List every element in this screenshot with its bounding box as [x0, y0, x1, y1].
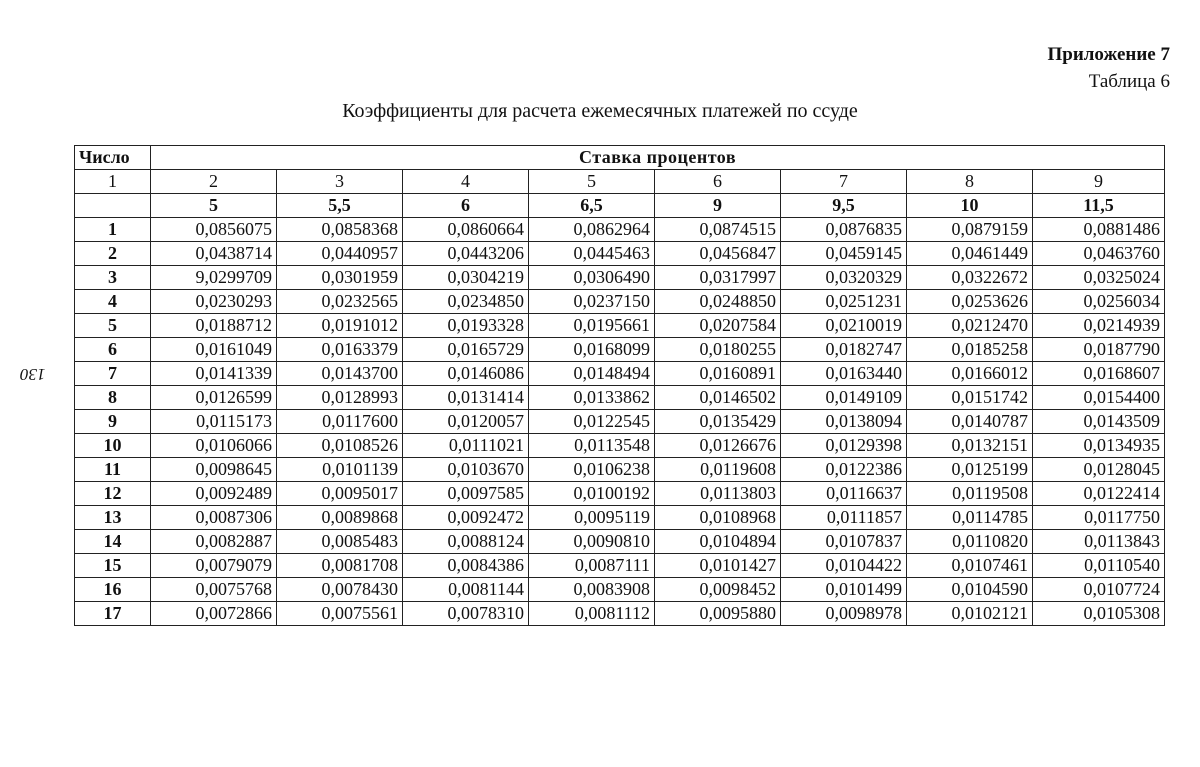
table-row — [75, 410, 1165, 434]
table-row — [75, 434, 1165, 458]
coefficient-cell: 0,0185258 — [907, 338, 1033, 362]
coefficient-cell: 0,0078430 — [277, 578, 403, 602]
coefficient-cell: 0,0089868 — [277, 506, 403, 530]
column-number-cell: 4 — [403, 170, 529, 194]
coefficient-cell: 0,0212470 — [907, 314, 1033, 338]
coefficient-cell: 0,0256034 — [1033, 290, 1165, 314]
coefficient-cell: 0,0111857 — [781, 506, 907, 530]
appendix-label: Приложение 7 — [1047, 44, 1170, 65]
coefficient-cell: 0,0440957 — [277, 242, 403, 266]
coefficient-cell: 0,0098452 — [655, 578, 781, 602]
coefficient-cell: 0,0131414 — [403, 386, 529, 410]
coefficient-cell: 0,0306490 — [529, 266, 655, 290]
period-cell: 13 — [75, 506, 151, 530]
period-cell: 17 — [75, 602, 151, 626]
coefficient-cell: 0,0075561 — [277, 602, 403, 626]
coefficient-cell: 0,0163440 — [781, 362, 907, 386]
coefficient-cell: 0,0143509 — [1033, 410, 1165, 434]
table-row — [75, 266, 1165, 290]
coefficient-cell: 0,0168607 — [1033, 362, 1165, 386]
coefficient-cell: 0,0113843 — [1033, 530, 1165, 554]
rate-cell: 5 — [151, 194, 277, 218]
coefficient-cell: 0,0445463 — [529, 242, 655, 266]
table-number-label: Таблица 6 — [1088, 71, 1170, 92]
coefficient-cell: 0,0095880 — [655, 602, 781, 626]
column-number-cell: 7 — [781, 170, 907, 194]
coefficients-table — [74, 145, 1165, 626]
coefficient-cell: 0,0092472 — [403, 506, 529, 530]
coefficient-cell: 0,0072866 — [151, 602, 277, 626]
coefficient-cell: 0,0106066 — [151, 434, 277, 458]
period-cell: 15 — [75, 554, 151, 578]
coefficient-cell: 0,0081708 — [277, 554, 403, 578]
coefficient-cell: 0,0126676 — [655, 434, 781, 458]
coefficient-cell: 0,0237150 — [529, 290, 655, 314]
coefficient-cell: 0,0128045 — [1033, 458, 1165, 482]
coefficient-cell: 0,0108526 — [277, 434, 403, 458]
column-number-cell: 1 — [75, 170, 151, 194]
table-body — [75, 146, 1165, 626]
coefficient-cell: 0,0151742 — [907, 386, 1033, 410]
coefficient-cell: 0,0122414 — [1033, 482, 1165, 506]
rate-cell: 6 — [403, 194, 529, 218]
header-row — [75, 146, 1165, 170]
coefficient-cell: 0,0138094 — [781, 410, 907, 434]
coefficient-cell: 9,0299709 — [151, 266, 277, 290]
column-number-cell: 5 — [529, 170, 655, 194]
coefficient-cell: 0,0166012 — [907, 362, 1033, 386]
coefficient-cell: 0,0105308 — [1033, 602, 1165, 626]
coefficient-cell: 0,0082887 — [151, 530, 277, 554]
coefficient-cell: 0,0304219 — [403, 266, 529, 290]
coefficient-cell: 0,0079079 — [151, 554, 277, 578]
coefficient-cell: 0,0084386 — [403, 554, 529, 578]
coefficient-cell: 0,0160891 — [655, 362, 781, 386]
coefficient-cell: 0,0143700 — [277, 362, 403, 386]
coefficient-cell: 0,0862964 — [529, 218, 655, 242]
coefficient-cell: 0,0098645 — [151, 458, 277, 482]
coefficient-cell: 0,0104590 — [907, 578, 1033, 602]
coefficient-cell: 0,0140787 — [907, 410, 1033, 434]
coefficient-cell: 0,0107724 — [1033, 578, 1165, 602]
coefficient-cell: 0,0301959 — [277, 266, 403, 290]
table-row — [75, 482, 1165, 506]
rate-cell: 9,5 — [781, 194, 907, 218]
coefficient-cell: 0,0193328 — [403, 314, 529, 338]
coefficient-cell: 0,0146086 — [403, 362, 529, 386]
coefficient-cell: 0,0132151 — [907, 434, 1033, 458]
coefficient-cell: 0,0234850 — [403, 290, 529, 314]
coefficient-cell: 0,0187790 — [1033, 338, 1165, 362]
coefficient-cell: 0,0115173 — [151, 410, 277, 434]
coefficient-cell: 0,0122386 — [781, 458, 907, 482]
table-row — [75, 290, 1165, 314]
coefficient-cell: 0,0097585 — [403, 482, 529, 506]
coefficient-cell: 0,0146502 — [655, 386, 781, 410]
coefficient-cell: 0,0120057 — [403, 410, 529, 434]
coefficient-cell: 0,0149109 — [781, 386, 907, 410]
table-row — [75, 218, 1165, 242]
coefficient-cell: 0,0856075 — [151, 218, 277, 242]
period-cell: 7 — [75, 362, 151, 386]
table-row — [75, 554, 1165, 578]
coefficient-cell: 0,0081144 — [403, 578, 529, 602]
coefficient-cell: 0,0110540 — [1033, 554, 1165, 578]
coefficient-cell: 0,0101499 — [781, 578, 907, 602]
table-row — [75, 242, 1165, 266]
rate-cell: 5,5 — [277, 194, 403, 218]
table-row — [75, 530, 1165, 554]
coefficient-cell: 0,0182747 — [781, 338, 907, 362]
coefficient-cell: 0,0114785 — [907, 506, 1033, 530]
coefficient-cell: 0,0168099 — [529, 338, 655, 362]
column-number-cell: 8 — [907, 170, 1033, 194]
coefficient-cell: 0,0154400 — [1033, 386, 1165, 410]
coefficient-cell: 0,0456847 — [655, 242, 781, 266]
coefficient-cell: 0,0119608 — [655, 458, 781, 482]
coefficient-cell: 0,0443206 — [403, 242, 529, 266]
rate-cell: 10 — [907, 194, 1033, 218]
period-cell: 5 — [75, 314, 151, 338]
coefficient-cell: 0,0107837 — [781, 530, 907, 554]
coefficient-cell: 0,0161049 — [151, 338, 277, 362]
coefficient-cell: 0,0104422 — [781, 554, 907, 578]
coefficient-cell: 0,0188712 — [151, 314, 277, 338]
coefficient-cell: 0,0110820 — [907, 530, 1033, 554]
coefficient-cell: 0,0117750 — [1033, 506, 1165, 530]
period-cell: 9 — [75, 410, 151, 434]
period-cell: 1 — [75, 218, 151, 242]
period-cell: 6 — [75, 338, 151, 362]
coefficient-cell: 0,0125199 — [907, 458, 1033, 482]
coefficient-cell: 0,0881486 — [1033, 218, 1165, 242]
coefficient-cell: 0,0180255 — [655, 338, 781, 362]
coefficient-cell: 0,0103670 — [403, 458, 529, 482]
rate-row-empty-cell — [75, 194, 151, 218]
table-row — [75, 602, 1165, 626]
table-row — [75, 458, 1165, 482]
coefficient-cell: 0,0195661 — [529, 314, 655, 338]
column-number-cell: 6 — [655, 170, 781, 194]
coefficient-cell: 0,0322672 — [907, 266, 1033, 290]
column-number-cell: 2 — [151, 170, 277, 194]
table-row — [75, 506, 1165, 530]
coefficient-cell: 0,0858368 — [277, 218, 403, 242]
coefficient-cell: 0,0163379 — [277, 338, 403, 362]
coefficient-cell: 0,0253626 — [907, 290, 1033, 314]
period-cell: 8 — [75, 386, 151, 410]
period-cell: 2 — [75, 242, 151, 266]
coefficient-cell: 0,0320329 — [781, 266, 907, 290]
rate-cell: 11,5 — [1033, 194, 1165, 218]
coefficient-cell: 0,0090810 — [529, 530, 655, 554]
coefficient-cell: 0,0092489 — [151, 482, 277, 506]
coefficient-cell: 0,0111021 — [403, 434, 529, 458]
rate-cell: 9 — [655, 194, 781, 218]
page-number: 130 — [20, 365, 46, 384]
coefficient-cell: 0,0459145 — [781, 242, 907, 266]
coefficient-cell: 0,0083908 — [529, 578, 655, 602]
coefficient-cell: 0,0230293 — [151, 290, 277, 314]
coefficient-cell: 0,0116637 — [781, 482, 907, 506]
coefficient-cell: 0,0104894 — [655, 530, 781, 554]
coefficient-cell: 0,0148494 — [529, 362, 655, 386]
coefficient-cell: 0,0078310 — [403, 602, 529, 626]
coefficient-cell: 0,0128993 — [277, 386, 403, 410]
coefficient-cell: 0,0248850 — [655, 290, 781, 314]
coefficient-cell: 0,0085483 — [277, 530, 403, 554]
table-caption: Коэффициенты для расчета ежемесячных платежей по ссуде — [342, 100, 858, 122]
coefficient-cell: 0,0075768 — [151, 578, 277, 602]
coefficient-cell: 0,0098978 — [781, 602, 907, 626]
coefficient-cell: 0,0106238 — [529, 458, 655, 482]
period-cell: 14 — [75, 530, 151, 554]
coefficient-cell: 0,0107461 — [907, 554, 1033, 578]
coefficient-cell: 0,0081112 — [529, 602, 655, 626]
coefficient-cell: 0,0232565 — [277, 290, 403, 314]
coefficient-cell: 0,0100192 — [529, 482, 655, 506]
period-cell: 12 — [75, 482, 151, 506]
table-row — [75, 386, 1165, 410]
rate-cell: 6,5 — [529, 194, 655, 218]
table-row — [75, 578, 1165, 602]
coefficient-cell: 0,0117600 — [277, 410, 403, 434]
coefficient-cell: 0,0874515 — [655, 218, 781, 242]
table-row — [75, 314, 1165, 338]
coefficient-cell: 0,0088124 — [403, 530, 529, 554]
period-cell: 16 — [75, 578, 151, 602]
column-number-row — [75, 170, 1165, 194]
column-number-cell: 9 — [1033, 170, 1165, 194]
coefficient-cell: 0,0135429 — [655, 410, 781, 434]
table-row — [75, 362, 1165, 386]
period-cell: 3 — [75, 266, 151, 290]
coefficient-cell: 0,0087111 — [529, 554, 655, 578]
coefficient-cell: 0,0325024 — [1033, 266, 1165, 290]
coefficient-cell: 0,0141339 — [151, 362, 277, 386]
coefficient-cell: 0,0133862 — [529, 386, 655, 410]
coefficient-cell: 0,0461449 — [907, 242, 1033, 266]
column-header-number: Число — [75, 146, 151, 170]
period-cell: 10 — [75, 434, 151, 458]
coefficient-cell: 0,0317997 — [655, 266, 781, 290]
coefficient-cell: 0,0129398 — [781, 434, 907, 458]
table-row — [75, 338, 1165, 362]
coefficient-cell: 0,0134935 — [1033, 434, 1165, 458]
coefficient-cell: 0,0113548 — [529, 434, 655, 458]
coefficient-cell: 0,0087306 — [151, 506, 277, 530]
coefficient-cell: 0,0122545 — [529, 410, 655, 434]
coefficient-cell: 0,0876835 — [781, 218, 907, 242]
coefficient-cell: 0,0214939 — [1033, 314, 1165, 338]
coefficient-cell: 0,0113803 — [655, 482, 781, 506]
coefficient-cell: 0,0095017 — [277, 482, 403, 506]
coefficient-cell: 0,0438714 — [151, 242, 277, 266]
coefficient-cell: 0,0251231 — [781, 290, 907, 314]
coefficient-cell: 0,0101427 — [655, 554, 781, 578]
coefficient-cell: 0,0210019 — [781, 314, 907, 338]
coefficient-cell: 0,0108968 — [655, 506, 781, 530]
period-cell: 11 — [75, 458, 151, 482]
coefficient-cell: 0,0165729 — [403, 338, 529, 362]
coefficient-cell: 0,0463760 — [1033, 242, 1165, 266]
coefficient-cell: 0,0126599 — [151, 386, 277, 410]
coefficient-cell: 0,0101139 — [277, 458, 403, 482]
rate-row — [75, 194, 1165, 218]
coefficient-cell: 0,0879159 — [907, 218, 1033, 242]
coefficient-cell: 0,0207584 — [655, 314, 781, 338]
coefficient-cell: 0,0095119 — [529, 506, 655, 530]
coefficient-cell: 0,0119508 — [907, 482, 1033, 506]
coefficient-cell: 0,0102121 — [907, 602, 1033, 626]
coefficient-cell: 0,0860664 — [403, 218, 529, 242]
column-number-cell: 3 — [277, 170, 403, 194]
period-cell: 4 — [75, 290, 151, 314]
column-header-interest-rate: Ставка процентов — [151, 146, 1165, 170]
coefficient-cell: 0,0191012 — [277, 314, 403, 338]
